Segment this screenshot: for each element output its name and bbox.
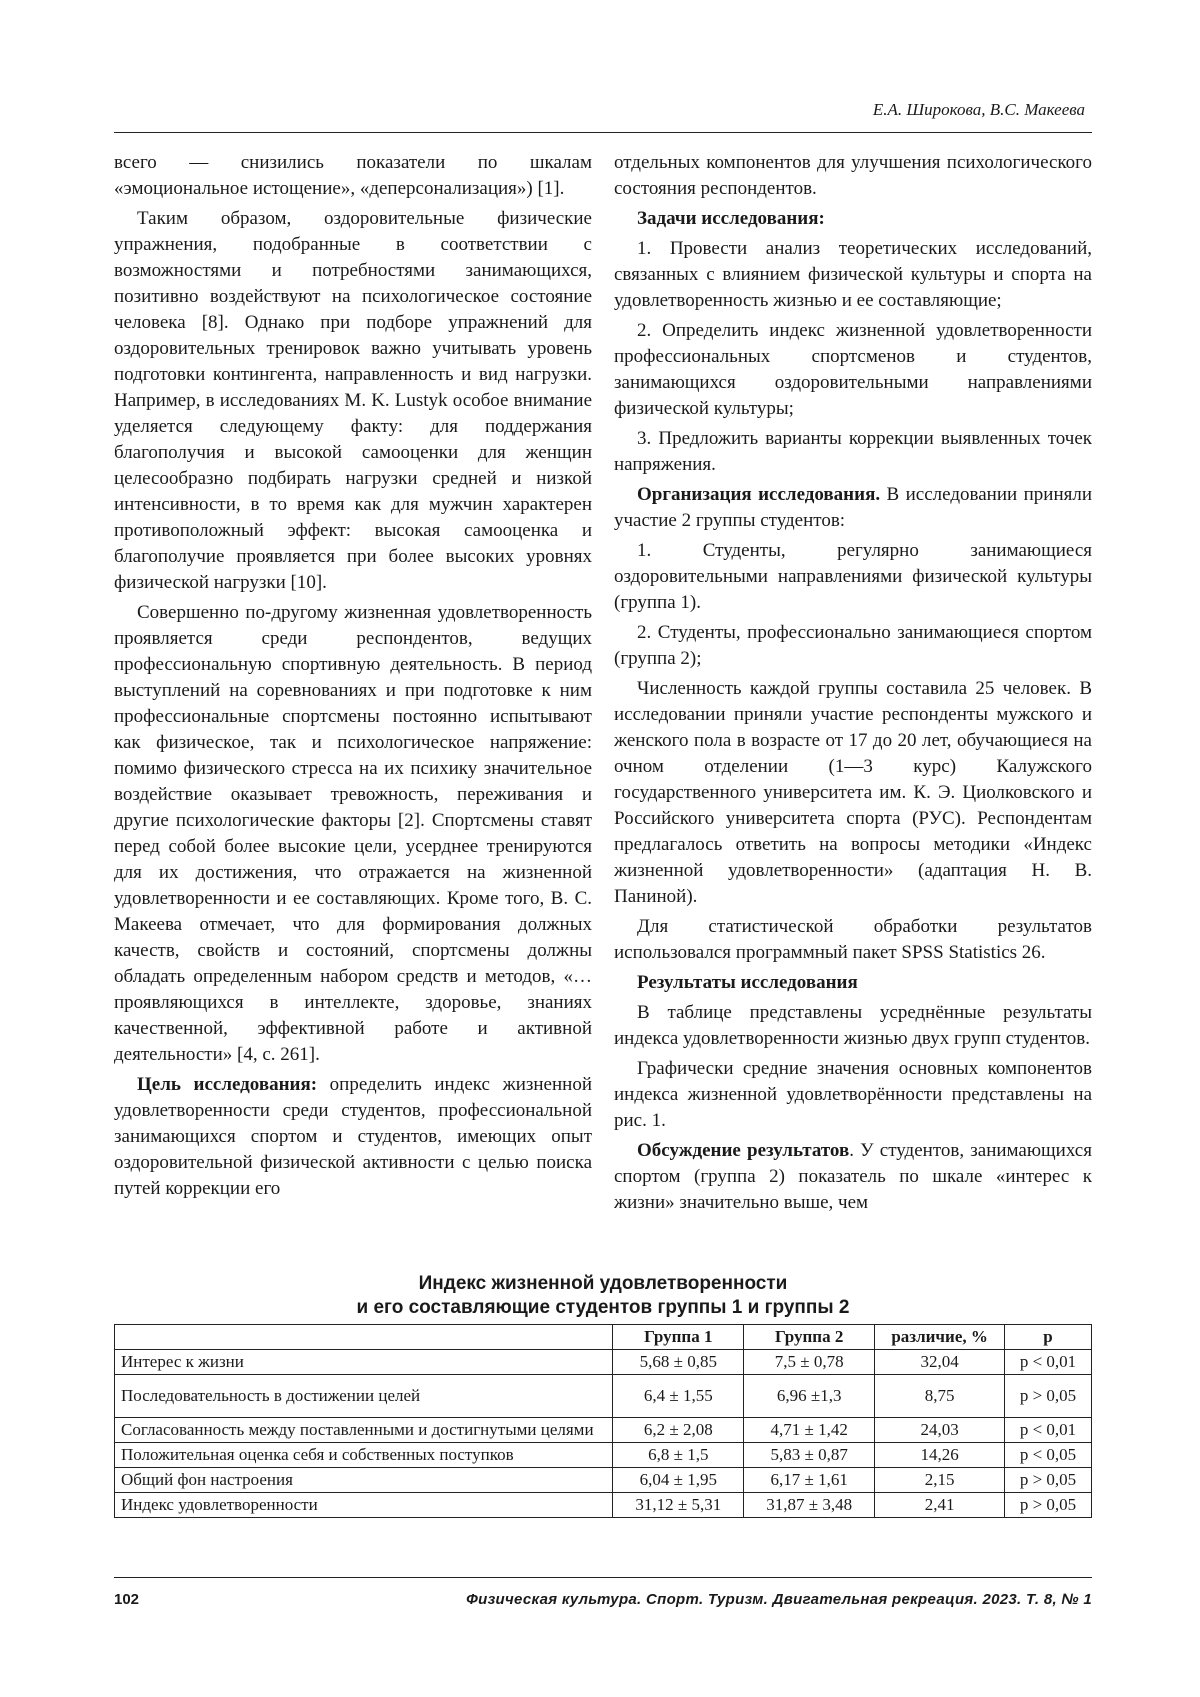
cell: 4,71 ± 1,42 (744, 1418, 875, 1443)
right-column (614, 150, 1092, 1216)
cell: 24,03 (875, 1418, 1005, 1443)
header-cell: различие, % (875, 1325, 1005, 1350)
cell: p < 0,01 (1005, 1350, 1092, 1375)
discussion-text: . У студентов, занимающихся спортом (группа 2) показатель по шкале «интерес к жизни» значительно выше, чем (614, 1140, 1092, 1213)
running-head-authors: Е.А. Широкова, В.С. Макеева (872, 100, 1085, 119)
row-label: Общий фон настроения (115, 1468, 613, 1493)
table-row (115, 1350, 1092, 1375)
cell: 6,17 ± 1,61 (744, 1468, 875, 1493)
cell: p < 0,01 (1005, 1418, 1092, 1443)
cell: 2,41 (875, 1493, 1005, 1518)
cell: 14,26 (875, 1443, 1005, 1468)
row-label: Согласованность между поставленными и достигнутыми целями (115, 1418, 613, 1443)
cell: 2,15 (875, 1468, 1005, 1493)
results-heading: Результаты исследования (637, 972, 858, 993)
paragraph: Для статистической обработки результатов использовался программный пакет SPSS Statistics 26. (614, 916, 1092, 963)
paragraph: всего — снизились показатели по шкалам «эмоциональное истощение», «деперсонализация») [1]. (114, 152, 592, 199)
tasks-heading: Задачи исследования: (637, 208, 825, 229)
task-item: 1. Провести анализ теоретических исследований, связанных с влиянием физической культуры и спорта на удовлетворенность жизнью и ее составляющие; (614, 238, 1092, 311)
results-table (114, 1324, 1092, 1518)
task-item: 2. Определить индекс жизненной удовлетворенности профессиональных спортсменов и студентов, занимающихся оздоровительными направлениями физической культуры; (614, 320, 1092, 419)
paragraph: отдельных компонентов для улучшения психологического состояния респондентов. (614, 152, 1092, 199)
cell: 31,12 ± 5,31 (613, 1493, 744, 1518)
cell: 6,2 ± 2,08 (613, 1418, 744, 1443)
cell: 7,5 ± 0,78 (744, 1350, 875, 1375)
left-column (114, 150, 592, 1202)
task-item: 3. Предложить варианты коррекции выявленных точек напряжения. (614, 428, 1092, 475)
page-number: 102 (114, 1591, 140, 1608)
row-label: Интерес к жизни (115, 1350, 613, 1375)
table-row (115, 1418, 1092, 1443)
cell: 6,04 ± 1,95 (613, 1468, 744, 1493)
row-label: Последовательность в достижении целей (115, 1375, 613, 1418)
group-item: 1. Студенты, регулярно занимающиеся оздоровительными направлениями физической культуры (группа 1). (614, 540, 1092, 613)
table-caption-line: Индекс жизненной удовлетворенности (418, 1273, 788, 1294)
cell: p > 0,05 (1005, 1468, 1092, 1493)
paragraph-organization (614, 482, 1092, 534)
header-cell: Группа 1 (613, 1325, 744, 1350)
header-cell: Группа 2 (744, 1325, 875, 1350)
paragraph: Численность каждой группы составила 25 человек. В исследовании приняли участие респонденты мужского и женского пола в возрасте от 17 до 20 лет, обучающиеся на очном отделении (1—3 курс) Калужского государственного университета им. К. Э. Циолковского и Российского университета спорта (РУС). Респондентам предлагалось ответить на вопросы методики «Индекс жизненной удовлетворенности» (адаптация Н. В. Паниной). (614, 678, 1092, 907)
organization-heading: Организация исследования. (637, 484, 881, 505)
table-row (115, 1468, 1092, 1493)
group-item: 2. Студенты, профессионально занимающиеся спортом (группа 2); (614, 622, 1092, 669)
header-cell: p (1005, 1325, 1092, 1350)
row-label: Положительная оценка себя и собственных поступков (115, 1443, 613, 1468)
cell: p > 0,05 (1005, 1493, 1092, 1518)
cell: 6,96 ±1,3 (744, 1375, 875, 1418)
cell: 31,87 ± 3,48 (744, 1493, 875, 1518)
cell: p > 0,05 (1005, 1375, 1092, 1418)
row-label: Индекс удовлетворенности (115, 1493, 613, 1518)
paragraph: Таким образом, оздоровительные физические упражнения, подобранные в соответствии с возможностями и потребностями занимающихся, позитивно воздействуют на психологическое состояние человека [8]. Однако при подборе упражнений для оздоровительных тренировок важно учитывать уровень подготовки контингента, направленность и вид нагрузки. Например, в исследованиях M. K. Lustyk особое внимание уделяется следующему факту: для поддержания благополучия и высокой самооценки для женщин целесообразно подбирать нагрузки средней и низкой интенсивности, в то время как для мужчин характерен противоположный эффект: высокая самооценка и благополучие проявляется при более высоких уровнях физической нагрузки [10]. (114, 208, 592, 593)
footer-divider (114, 1577, 1092, 1578)
cell: 6,4 ± 1,55 (613, 1375, 744, 1418)
cell: 5,83 ± 0,87 (744, 1443, 875, 1468)
table-caption (114, 1272, 1092, 1320)
table-row (115, 1375, 1092, 1418)
cell: 32,04 (875, 1350, 1005, 1375)
table-row (115, 1443, 1092, 1468)
goal-text: определить индекс жизненной удовлетворенности среди студентов, профессиональной занимающихся спортом и студентов, имеющих опыт оздоровительной физической активности с целью поиска путей коррекции его (114, 1074, 592, 1199)
paragraph: Графически средние значения основных компонентов индекса жизненной удовлетворённости представлены на рис. 1. (614, 1058, 1092, 1131)
paragraph-goal (114, 1072, 592, 1202)
paragraph: В таблице представлены усреднённые результаты индекса удовлетворенности жизнью двух групп студентов. (614, 1002, 1092, 1049)
paragraph: Совершенно по-другому жизненная удовлетворенность проявляется среди респондентов, ведущих профессиональную спортивную деятельность. В период выступлений на соревнованиях и при подготовке к ним профессиональные спортсмены постоянно испытывают как физическое, так и психологическое напряжение: помимо физического стресса на их психику значительное воздействие оказывает тревожность, переживания и другие психологические факторы [2]. Спортсмены ставят перед собой более высокие цели, усерднее тренируются для их достижения, что отражается на жизненной удовлетворенности и ее составляющих. Кроме того, В. С. Макеева отмечает, что для формирования должных качеств, свойств и состояний, спортсмены должны обладать определенным набором средств и методов, «…проявляющихся в интеллекте, здоровье, знаниях качественной, эффективной работе и активной деятельности» [4, с. 261]. (114, 602, 592, 1065)
header-divider (114, 132, 1092, 133)
cell: 8,75 (875, 1375, 1005, 1418)
table-caption-line: и его составляющие студентов группы 1 и группы 2 (356, 1297, 850, 1318)
table-header-row (115, 1325, 1092, 1350)
table-row (115, 1493, 1092, 1518)
cell: 6,8 ± 1,5 (613, 1443, 744, 1468)
goal-heading: Цель исследования: (137, 1074, 318, 1095)
discussion-heading: Обсуждение результатов (637, 1140, 850, 1161)
cell: 5,68 ± 0,85 (613, 1350, 744, 1375)
cell: p < 0,05 (1005, 1443, 1092, 1468)
paragraph-discussion (614, 1138, 1092, 1216)
organization-text: В исследовании приняли участие 2 группы студентов: (614, 484, 1092, 531)
header-cell (115, 1325, 613, 1350)
journal-title: Физическая культура. Спорт. Туризм. Двигательная рекреация. 2023. Т. 8, № 1 (466, 1591, 1092, 1608)
